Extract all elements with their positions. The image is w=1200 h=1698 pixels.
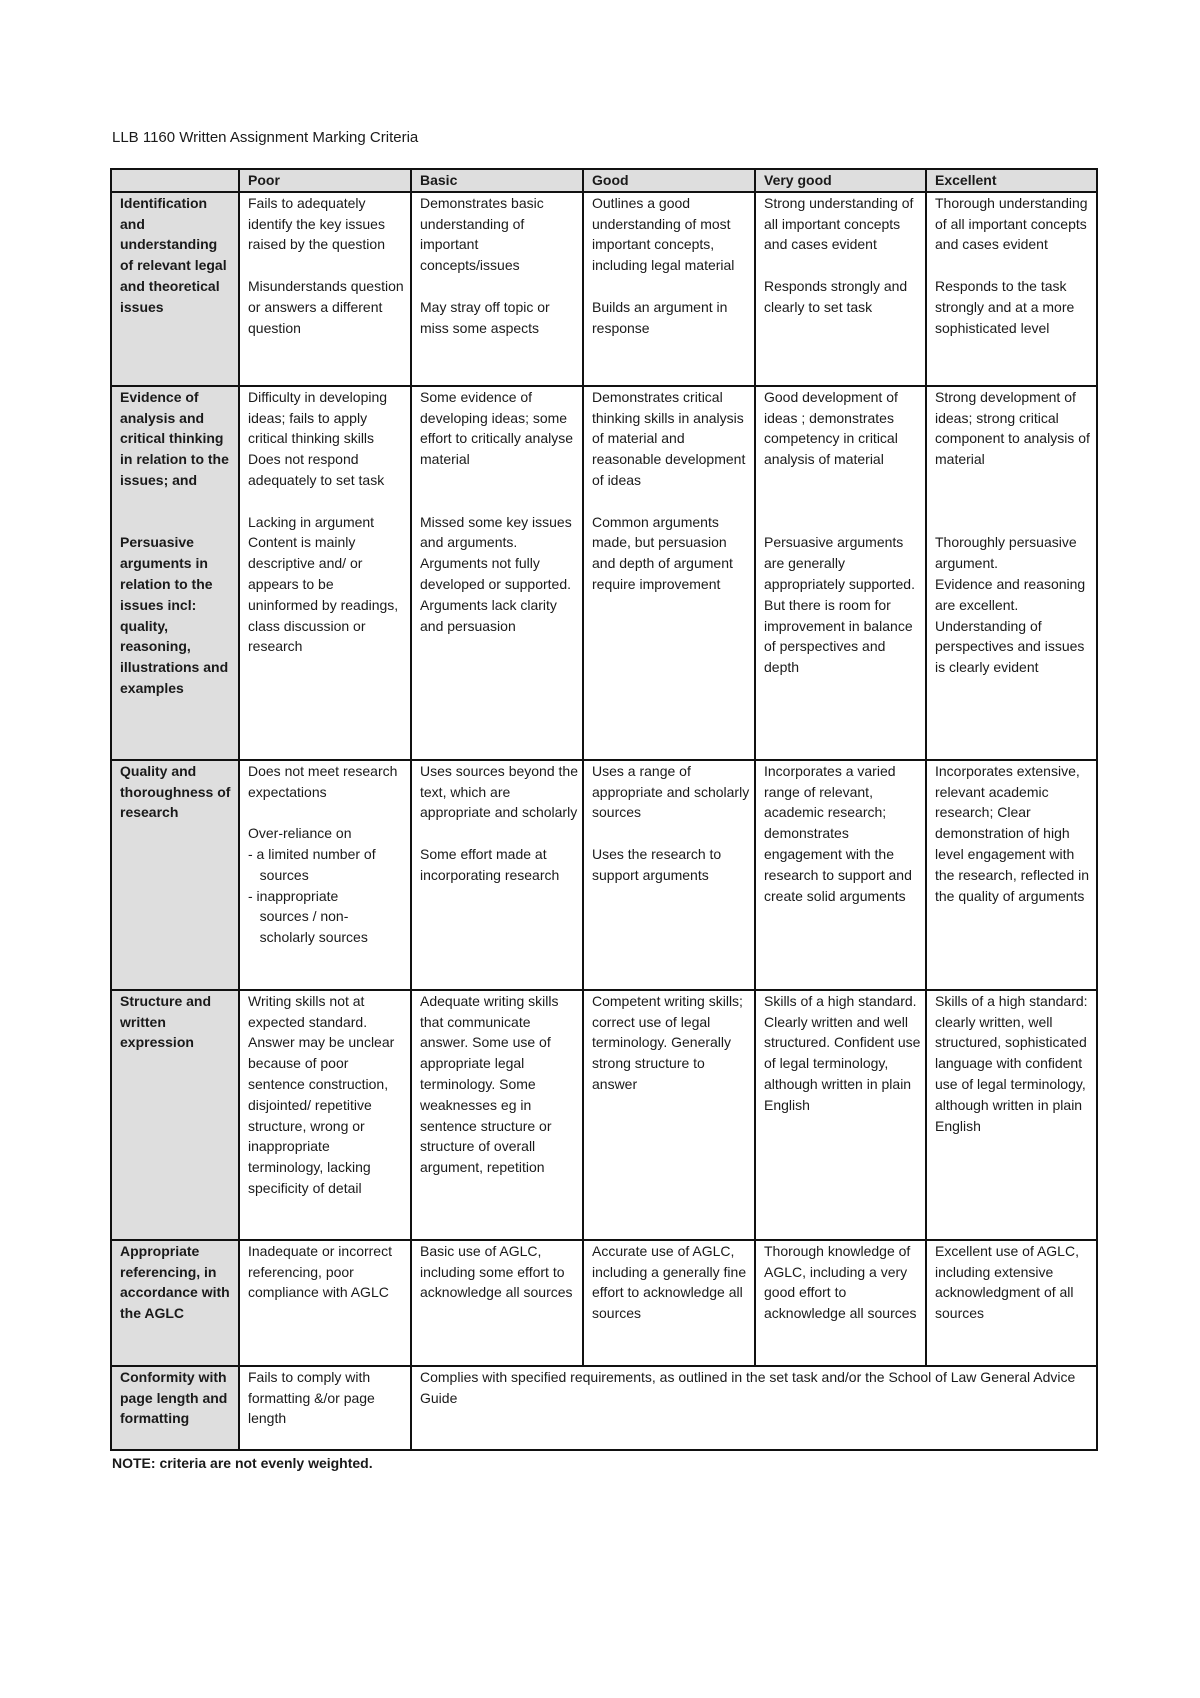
- table-cell: Strong understanding of all important concepts and cases evident Responds strongly and clearly to set task: [755, 192, 926, 386]
- header-very-good: Very good: [755, 169, 926, 192]
- header-poor: Poor: [239, 169, 411, 192]
- table-row: [111, 990, 1097, 1240]
- table-cell: Thorough knowledge of AGLC, including a very good effort to acknowledge all sources: [755, 1240, 926, 1366]
- table-cell: Demonstrates basic understanding of important concepts/issues May stray off topic or miss some aspects: [411, 192, 583, 386]
- table-cell: Competent writing skills; correct use of legal terminology. Generally strong structure to answer: [583, 990, 755, 1240]
- table-cell: Incorporates a varied range of relevant, academic research; demonstrates engagement with the research to support and create solid arguments: [755, 760, 926, 990]
- header-criterion: [111, 169, 239, 192]
- table-row: [111, 760, 1097, 990]
- table-row: [111, 1366, 1097, 1450]
- criterion-cell: Evidence of analysis and critical thinking in relation to the issues; and Persuasive arguments in relation to the issues incl: quality, reasoning, illustrations and examples: [111, 386, 239, 760]
- table-cell: Excellent use of AGLC, including extensive acknowledgment of all sources: [926, 1240, 1097, 1366]
- table-cell: Some evidence of developing ideas; some effort to critically analyse material Missed some key issues and arguments. Arguments not fully developed or supported. Arguments lack clarity and persuasion: [411, 386, 583, 760]
- table-row: [111, 386, 1097, 760]
- table-cell: Inadequate or incorrect referencing, poor compliance with AGLC: [239, 1240, 411, 1366]
- table-cell: Uses sources beyond the text, which are appropriate and scholarly Some effort made at incorporating research: [411, 760, 583, 990]
- table-cell: Difficulty in developing ideas; fails to apply critical thinking skills Does not respond adequately to set task Lacking in argument Content is mainly descriptive and/ or appears to be uninformed by readings, class discussion or research: [239, 386, 411, 760]
- table-row: [111, 1240, 1097, 1366]
- table-cell: Adequate writing skills that communicate answer. Some use of appropriate legal terminology. Some weaknesses eg in sentence structure or structure of overall argument, repetition: [411, 990, 583, 1240]
- criterion-cell: Appropriate referencing, in accordance with the AGLC: [111, 1240, 239, 1366]
- table-cell: Fails to adequately identify the key issues raised by the question Misunderstands question or answers a different question: [239, 192, 411, 386]
- document-title: LLB 1160 Written Assignment Marking Criteria: [112, 129, 419, 146]
- table-cell: Uses a range of appropriate and scholarly sources Uses the research to support arguments: [583, 760, 755, 990]
- criterion-cell: Conformity with page length and formatting: [111, 1366, 239, 1450]
- table-cell: Strong development of ideas; strong critical component to analysis of material Thoroughly persuasive argument. Evidence and reasoning are excellent. Understanding of perspectives and issues is clearly evident: [926, 386, 1097, 760]
- table-row: [111, 192, 1097, 386]
- table-cell: Good development of ideas ; demonstrates competency in critical analysis of material Persuasive arguments are generally appropriately supported. But there is room for improvement in balance of perspectives and depth: [755, 386, 926, 760]
- table-cell: Does not meet research expectations Over-reliance on - a limited number of sources - inappropriate sources / non- scholarly sources: [239, 760, 411, 990]
- criterion-cell: Quality and thoroughness of research: [111, 760, 239, 990]
- criterion-cell: Structure and written expression: [111, 990, 239, 1240]
- table-cell: Fails to comply with formatting &/or page length: [239, 1366, 411, 1450]
- table-cell: Outlines a good understanding of most important concepts, including legal material Builds an argument in response: [583, 192, 755, 386]
- header-row: [111, 169, 1097, 192]
- table-cell: Basic use of AGLC, including some effort to acknowledge all sources: [411, 1240, 583, 1366]
- merged-cell: Complies with specified requirements, as outlined in the set task and/or the School of Law General Advice Guide: [411, 1366, 1097, 1450]
- table-cell: Skills of a high standard. Clearly written and well structured. Confident use of legal terminology, although written in plain English: [755, 990, 926, 1240]
- header-basic: Basic: [411, 169, 583, 192]
- marking-criteria-table: [110, 168, 1098, 1451]
- weighting-note: NOTE: criteria are not evenly weighted.: [112, 1455, 373, 1471]
- header-excellent: Excellent: [926, 169, 1097, 192]
- table-cell: Incorporates extensive, relevant academic research; Clear demonstration of high level engagement with the research, reflected in the quality of arguments: [926, 760, 1097, 990]
- criterion-cell: Identification and understanding of relevant legal and theoretical issues: [111, 192, 239, 386]
- table-cell: Thorough understanding of all important concepts and cases evident Responds to the task strongly and at a more sophisticated level: [926, 192, 1097, 386]
- table-cell: Demonstrates critical thinking skills in analysis of material and reasonable development of ideas Common arguments made, but persuasion and depth of argument require improvement: [583, 386, 755, 760]
- table-cell: Skills of a high standard: clearly written, well structured, sophisticated language with confident use of legal terminology, although written in plain English: [926, 990, 1097, 1240]
- header-good: Good: [583, 169, 755, 192]
- table-cell: Writing skills not at expected standard. Answer may be unclear because of poor sentence construction, disjointed/ repetitive structure, wrong or inappropriate terminology, lacking specificity of detail: [239, 990, 411, 1240]
- table-cell: Accurate use of AGLC, including a generally fine effort to acknowledge all sources: [583, 1240, 755, 1366]
